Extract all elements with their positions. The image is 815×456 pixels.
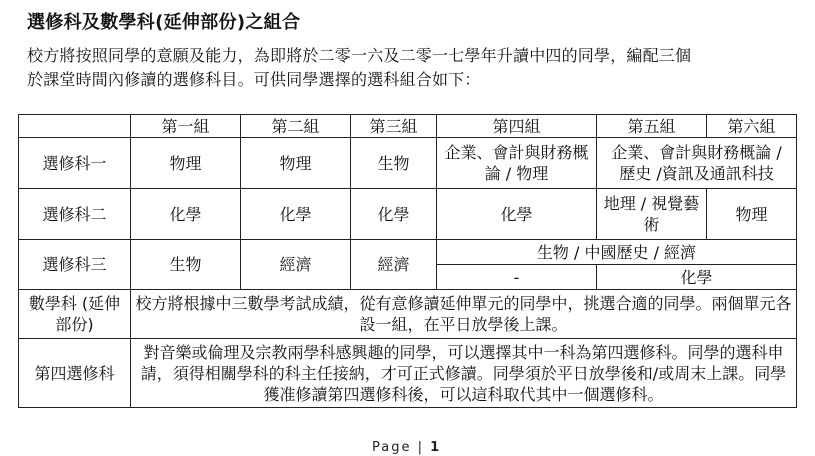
intro-line-2: 於課堂時間內修讀的選修科目。可供同學選擇的選科組合如下： (27, 70, 481, 89)
math-extension-note: 校方將根據中三數學考試成績，從有意修讀延伸單元的同學中，挑選合適的同學。兩個單元各設一組，在平日放學後上課。 (131, 290, 797, 339)
cell-r1-g3: 生物 (351, 138, 437, 189)
header-group-4: 第四組 (437, 115, 597, 138)
row-label-math-extension: 數學科 (延伸部份) (19, 290, 131, 339)
header-cell-blank (19, 115, 131, 138)
table-row (19, 189, 797, 240)
cell-r1-g1: 物理 (131, 138, 241, 189)
intro-paragraph (27, 44, 797, 92)
cell-r3-g5-g6: 化學 (597, 265, 797, 290)
table-header-row (19, 115, 797, 138)
cell-r3-g4: - (437, 265, 597, 290)
cell-r3-g2: 經濟 (241, 240, 351, 290)
cell-r3-g1: 生物 (131, 240, 241, 290)
cell-r3-g4-g6-shared: 生物 / 中國歷史 / 經濟 (437, 240, 797, 265)
cell-r2-g2: 化學 (241, 189, 351, 240)
header-group-2: 第二組 (241, 115, 351, 138)
page-label: Page (372, 440, 412, 455)
page-separator: | (417, 440, 425, 455)
cell-r1-g4: 企業、會計與財務概論 / 物理 (437, 138, 597, 189)
table-row (19, 240, 797, 265)
cell-r2-g5: 地理 / 視覺藝術 (597, 189, 707, 240)
cell-r1-g2: 物理 (241, 138, 351, 189)
row-label-elective-1: 選修科一 (19, 138, 131, 189)
header-group-1: 第一組 (131, 115, 241, 138)
row-label-elective-2: 選修科二 (19, 189, 131, 240)
cell-r2-g6: 物理 (707, 189, 797, 240)
table-row (19, 339, 797, 408)
cell-r2-g1: 化學 (131, 189, 241, 240)
page-title: 選修科及數學科(延伸部份)之組合 (27, 12, 301, 33)
table-row (19, 290, 797, 339)
intro-line-1: 校方將按照同學的意願及能力，為即將於二零一六及二零一七學年升讀中四的同學，編配三個 (27, 46, 692, 65)
header-group-6: 第六組 (707, 115, 797, 138)
row-label-fourth-elective: 第四選修科 (19, 339, 131, 408)
header-group-5: 第五組 (597, 115, 707, 138)
cell-r3-g3: 經濟 (351, 240, 437, 290)
row-label-elective-3: 選修科三 (19, 240, 131, 290)
cell-r1-g5-g6: 企業、會計與財務概論 / 歷史 /資訊及通訊科技 (597, 138, 797, 189)
page-footer (372, 440, 439, 455)
fourth-elective-note: 對音樂或倫理及宗教兩學科感興趣的同學，可以選擇其中一科為第四選修科。同學的選科申請，須得相關學科的科主任接納，才可正式修讀。同學須於平日放學後和/或周末上課。同學獲准修讀第四選修科後，可以這科取代其中一個選修科。 (131, 339, 797, 408)
subject-combination-table (18, 114, 797, 408)
header-group-3: 第三組 (351, 115, 437, 138)
cell-r2-g4: 化學 (437, 189, 597, 240)
page-number: 1 (430, 440, 440, 455)
table-row (19, 138, 797, 189)
cell-r2-g3: 化學 (351, 189, 437, 240)
